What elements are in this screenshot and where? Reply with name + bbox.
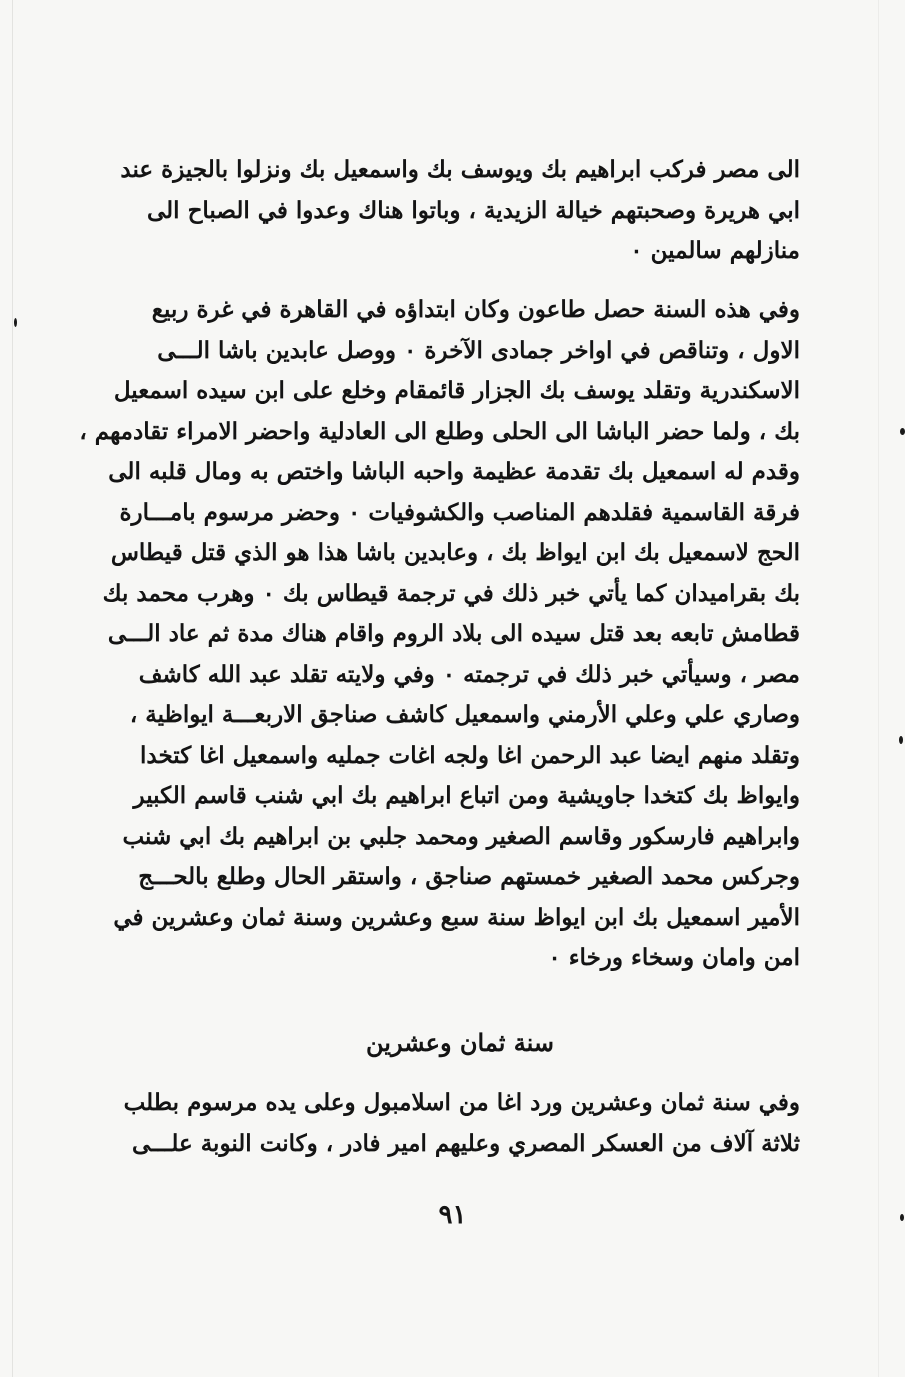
text-line: مصر ، وسيأتي خبر ذلك في ترجمته ٠ وفي ولايته تقلد عبد الله كاشف bbox=[138, 660, 800, 688]
text-line: الحج لاسمعيل بك ابن ايواظ بك ، وعابدين باشا هذا هو الذي قتل قيطاس bbox=[110, 539, 800, 566]
text-line: ابي هريرة وصحبتهم خيالة الزيدية ، وباتوا هناك وعدوا في الصباح الى bbox=[147, 196, 800, 224]
text-line: امن وامان وسخاء ورخاء ٠ bbox=[548, 944, 800, 971]
paragraph-1 bbox=[120, 150, 800, 272]
text-line: وايواظ بك كتخدا جاويشية ومن اتباع ابراهيم بك ابي شنب قاسم الكبير bbox=[133, 782, 800, 809]
text-line: الاول ، وتناقص في اواخر جمادى الآخرة ٠ ووصل عابدين باشا الـــى bbox=[157, 336, 800, 364]
text-line: منازلهم سالمين ٠ bbox=[630, 237, 800, 264]
section-heading: سنة ثمان وعشرين bbox=[366, 1028, 554, 1057]
text-line: وفي هذه السنة حصل طاعون وكان ابتداؤه في القاهرة في غرة ربيع bbox=[151, 296, 800, 323]
text-line: وقدم له اسمعيل بك تقدمة عظيمة واحبه الباشا واختص به ومال قلبه الى bbox=[108, 458, 800, 485]
scan-margin-line bbox=[12, 0, 13, 1377]
scan-margin-line bbox=[878, 0, 879, 1377]
page-number: ٩١ bbox=[438, 1200, 467, 1230]
scan-speck bbox=[900, 1214, 904, 1221]
text-line: بك بقراميدان كما يأتي خبر ذلك في ترجمة قيطاس بك ٠ وهرب محمد بك bbox=[102, 579, 800, 607]
paragraph-2 bbox=[79, 290, 800, 979]
text-line: وابراهيم فارسكور وقاسم الصغير ومحمد جلبي بن ابراهيم بك ابي شنب bbox=[122, 822, 800, 850]
text-line: بك ، ولما حضر الباشا الى الحلى وطلع الى العادلية واحضر الامراء تقادمهم ، bbox=[79, 417, 800, 445]
text-line: الاسكندرية وتقلد يوسف بك الجزار قائمقام وخلع على ابن سيده اسمعيل bbox=[113, 377, 800, 404]
text-line: قطامش تابعه بعد قتل سيده الى بلاد الروم واقام هناك مدة ثم عاد الـــى bbox=[107, 620, 800, 647]
text-line: ثلاثة آلاف من العسكر المصري وعليهم امير فادر ، وكانت النوبة علـــى bbox=[132, 1129, 800, 1157]
text-line: وتقلد منهم ايضا عبد الرحمن اغا ولجه اغات جمليه واسمعيل اغا كتخدا bbox=[139, 741, 800, 769]
text-line: وفي سنة ثمان وعشرين ورد اغا من اسلامبول وعلى يده مرسوم بطلب bbox=[123, 1089, 800, 1116]
paragraph-3 bbox=[120, 1083, 800, 1164]
scan-speck bbox=[900, 428, 905, 435]
text-line: الى مصر فركب ابراهيم بك ويوسف بك واسمعيل بك ونزلوا بالجيزة عند bbox=[120, 156, 800, 183]
scan-speck bbox=[899, 736, 903, 744]
text-line: فرقة القاسمية فقلدهم المناصب والكشوفيات ٠ وحضر مرسوم بامـــارة bbox=[119, 498, 800, 526]
text-line: الأمير اسمعيل بك ابن ايواظ سنة سبع وعشرين وسنة ثمان وعشرين في bbox=[113, 903, 800, 931]
scan-speck bbox=[14, 318, 17, 327]
text-line: وصاري علي وعلي الأرمني واسمعيل كاشف صناجق الاربعـــة ايواظية ، bbox=[129, 701, 800, 728]
text-line: وجركس محمد الصغير خمستهم صناجق ، واستقر الحال وطلع بالحـــج bbox=[138, 863, 800, 890]
